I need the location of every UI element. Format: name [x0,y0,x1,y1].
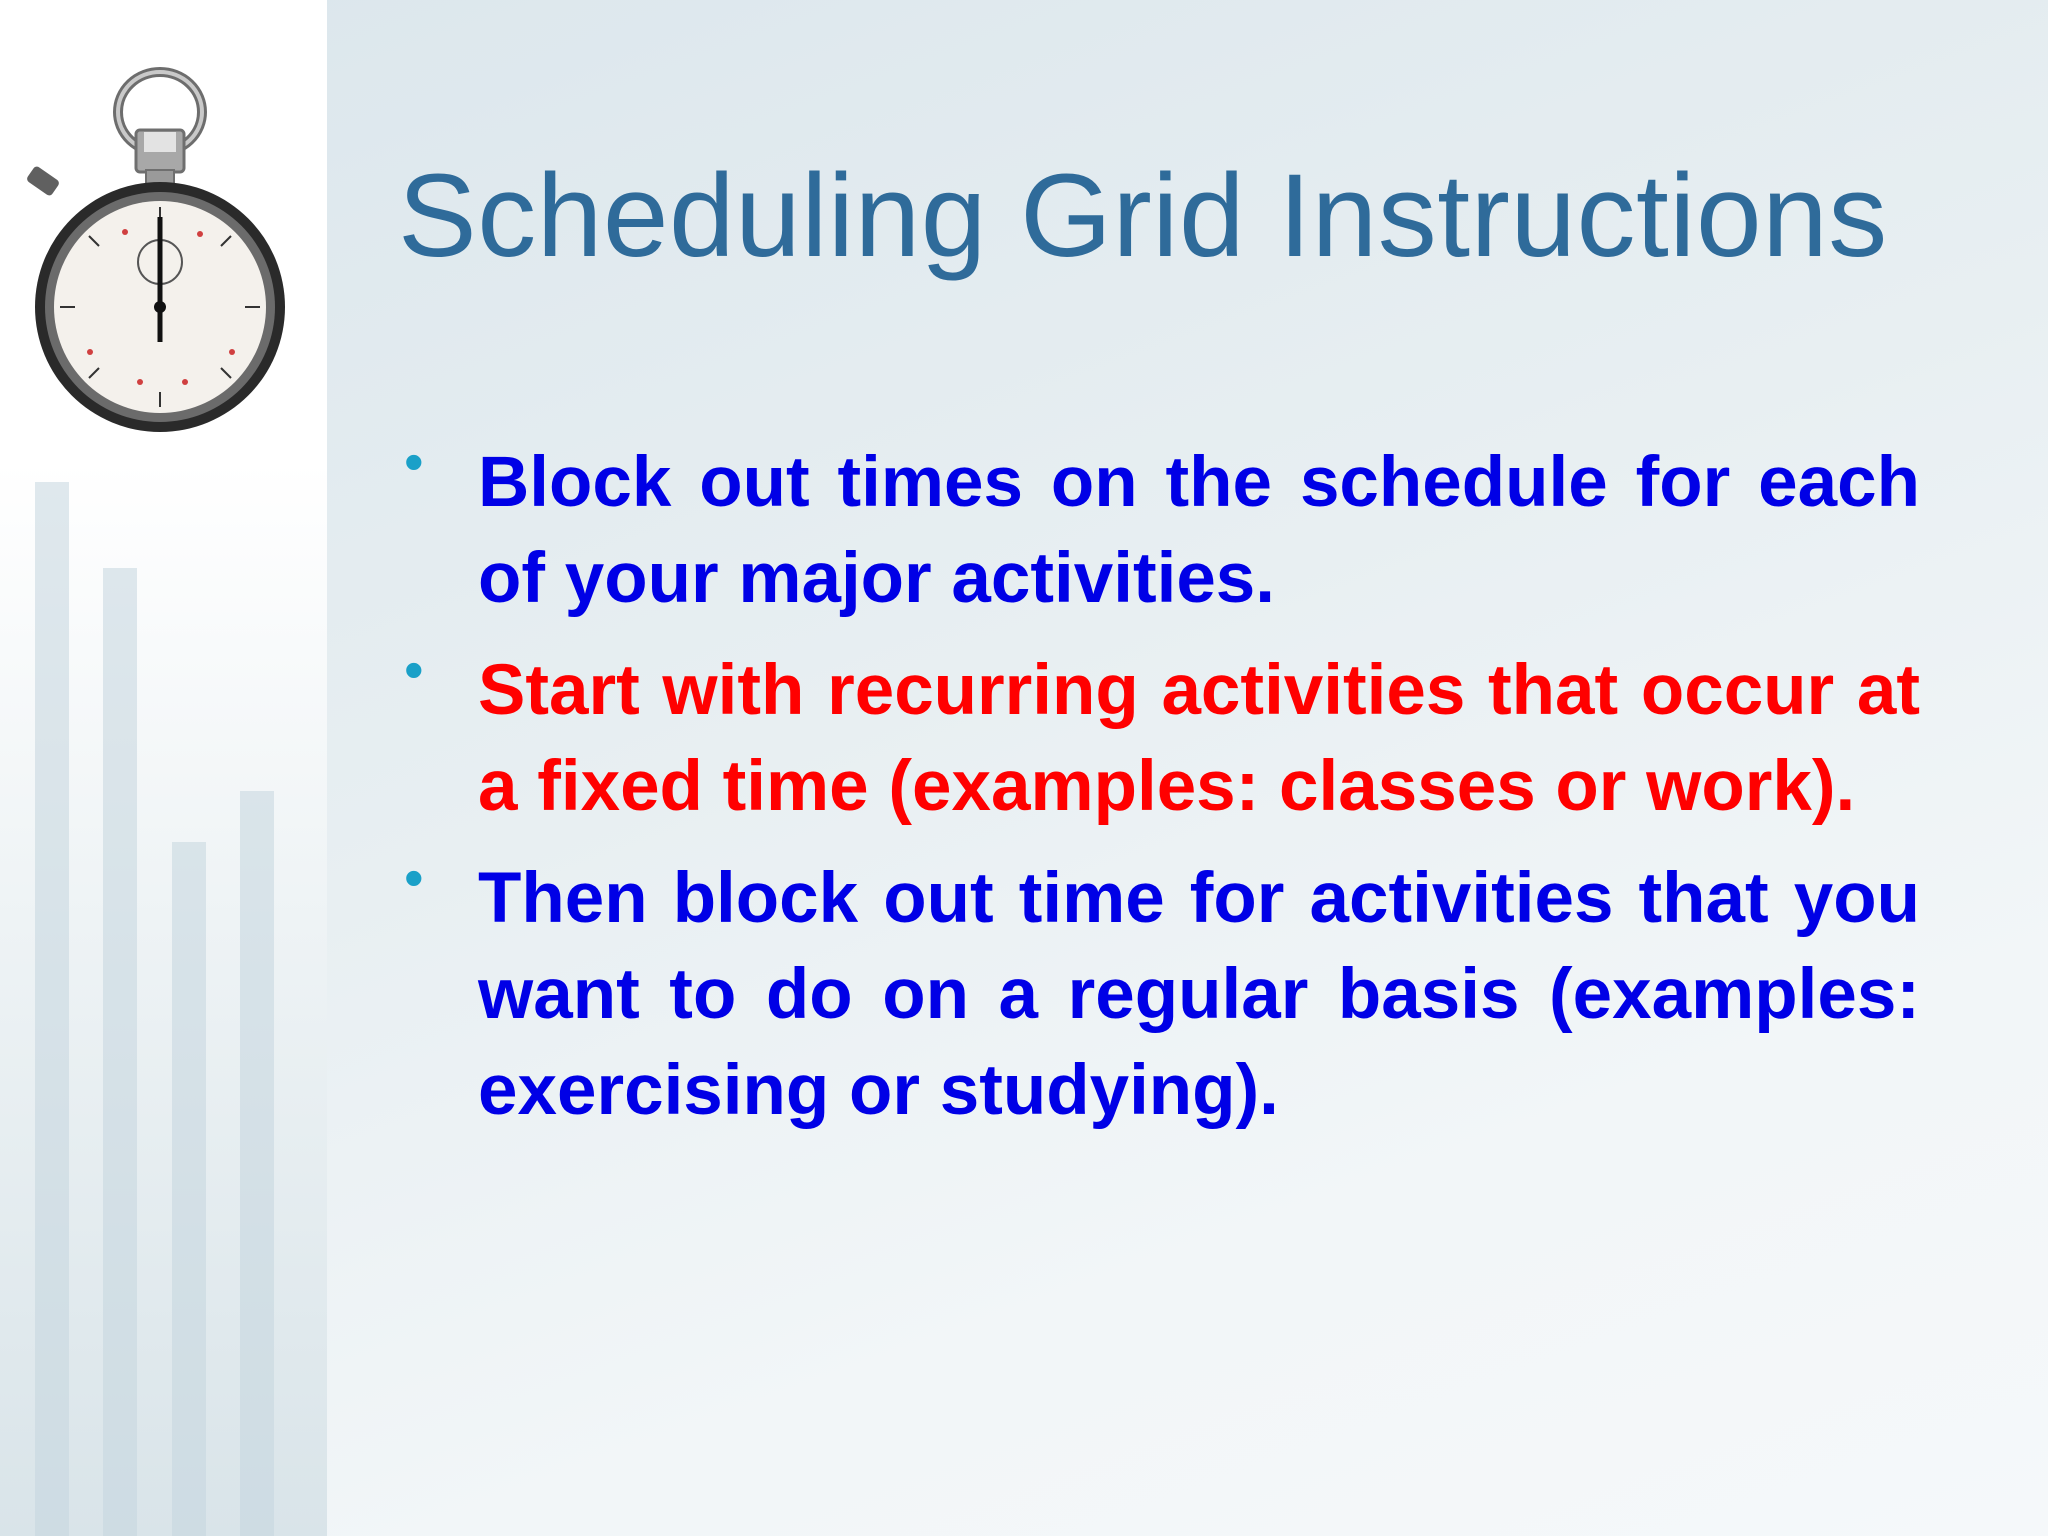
decorative-bar [103,568,137,1536]
decorative-bar [35,482,69,1536]
stopwatch-icon [20,52,300,432]
bullet-list [398,430,1920,1155]
bullet-item [398,846,1920,1139]
bullet-item [398,638,1920,835]
bullet-dot: • [404,846,424,909]
bullet-item [398,430,1920,627]
bullet-dot: • [404,638,424,701]
bullet-text: Block out times on the schedule for each of your major activities. [478,443,1920,618]
bullet-dot: • [404,430,424,493]
bullet-text: Start with recurring activities that occur at a fixed time (examples: classes or work). [478,651,1920,826]
decorative-bar [172,842,206,1536]
bullet-text: Then block out time for activities that you want to do on a regular basis (examples: exercising or studying). [478,859,1920,1130]
slide-title: Scheduling Grid Instructions [398,150,1888,282]
decorative-bar [240,791,274,1536]
